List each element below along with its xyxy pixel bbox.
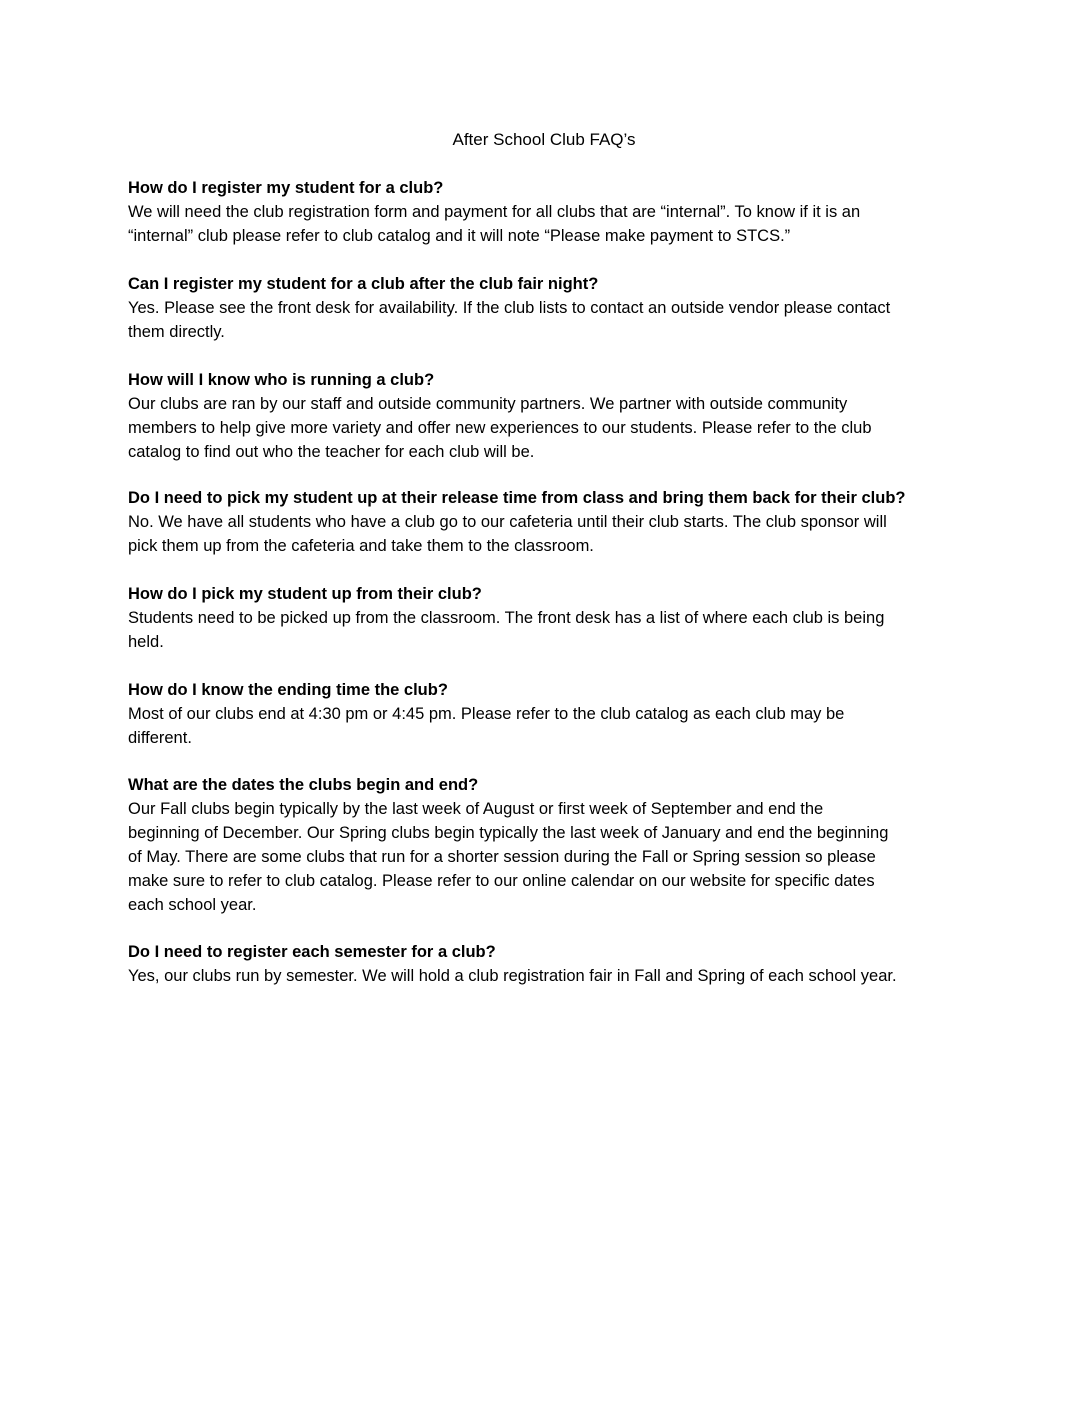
faq-answer (128, 702, 978, 750)
faq-question: How do I pick my student up from their club? (128, 585, 482, 603)
faq-question: How will I know who is running a club? (128, 371, 435, 389)
faq-item-pickup-club (128, 582, 978, 654)
answer-line: of May. There are some clubs that run for a shorter session during the Fall or Spring session so please (128, 848, 876, 866)
faq-item-ending-time (128, 678, 978, 750)
faq-question: Do I need to pick my student up at their release time from class and bring them back for their club? (128, 489, 906, 507)
answer-line: different. (128, 729, 192, 747)
answer-line: Our Fall clubs begin typically by the last week of August or first week of September and end the (128, 800, 824, 818)
faq-question: What are the dates the clubs begin and end? (128, 776, 479, 794)
answer-line: No. We have all students who have a club go to our cafeteria until their club starts. The club sponsor will (128, 513, 887, 531)
faq-answer (128, 510, 978, 558)
faq-question: Do I need to register each semester for a club? (128, 943, 496, 961)
answer-line: Most of our clubs end at 4:30 pm or 4:45 pm. Please refer to the club catalog as each club may be (128, 705, 845, 723)
faq-item-who-runs (128, 368, 978, 464)
answer-line: held. (128, 633, 164, 651)
answer-line: pick them up from the cafeteria and take them to the classroom. (128, 537, 594, 555)
faq-answer (128, 606, 978, 654)
answer-line: Yes, our clubs run by semester. We will hold a club registration fair in Fall and Spring of each school year. (128, 967, 897, 985)
page-title: After School Club FAQ’s (452, 130, 636, 149)
faq-item-register-after-fair (128, 272, 978, 344)
answer-line: members to help give more variety and offer new experiences to our students. Please refer to the club (128, 419, 872, 437)
faq-answer (128, 392, 978, 464)
faq-question: How do I know the ending time the club? (128, 681, 448, 699)
answer-line: each school year. (128, 896, 257, 914)
answer-line: Students need to be picked up from the classroom. The front desk has a list of where each club is being (128, 609, 885, 627)
faq-item-register (128, 176, 978, 248)
faq-answer (128, 797, 978, 917)
faq-question: How do I register my student for a club? (128, 179, 444, 197)
faq-question: Can I register my student for a club after the club fair night? (128, 275, 599, 293)
answer-line: make sure to refer to club catalog. Please refer to our online calendar on our website for specific dates (128, 872, 875, 890)
answer-line: Yes. Please see the front desk for availability. If the club lists to contact an outside vendor please contact (128, 299, 891, 317)
faq-item-pickup-release (128, 486, 978, 558)
faq-answer (128, 296, 978, 344)
answer-line: We will need the club registration form and payment for all clubs that are “internal”. To know if it is an (128, 203, 861, 221)
faq-answer (128, 964, 978, 988)
answer-line: catalog to find out who the teacher for each club will be. (128, 443, 535, 461)
faq-item-dates (128, 773, 978, 917)
answer-line: beginning of December. Our Spring clubs begin typically the last week of January and end the beginning (128, 824, 889, 842)
answer-line: “internal” club please refer to club catalog and it will note “Please make payment to STCS.” (128, 227, 791, 245)
answer-line: Our clubs are ran by our staff and outside community partners. We partner with outside community (128, 395, 848, 413)
faq-answer (128, 200, 978, 248)
faq-item-register-semester (128, 940, 978, 988)
answer-line: them directly. (128, 323, 225, 341)
